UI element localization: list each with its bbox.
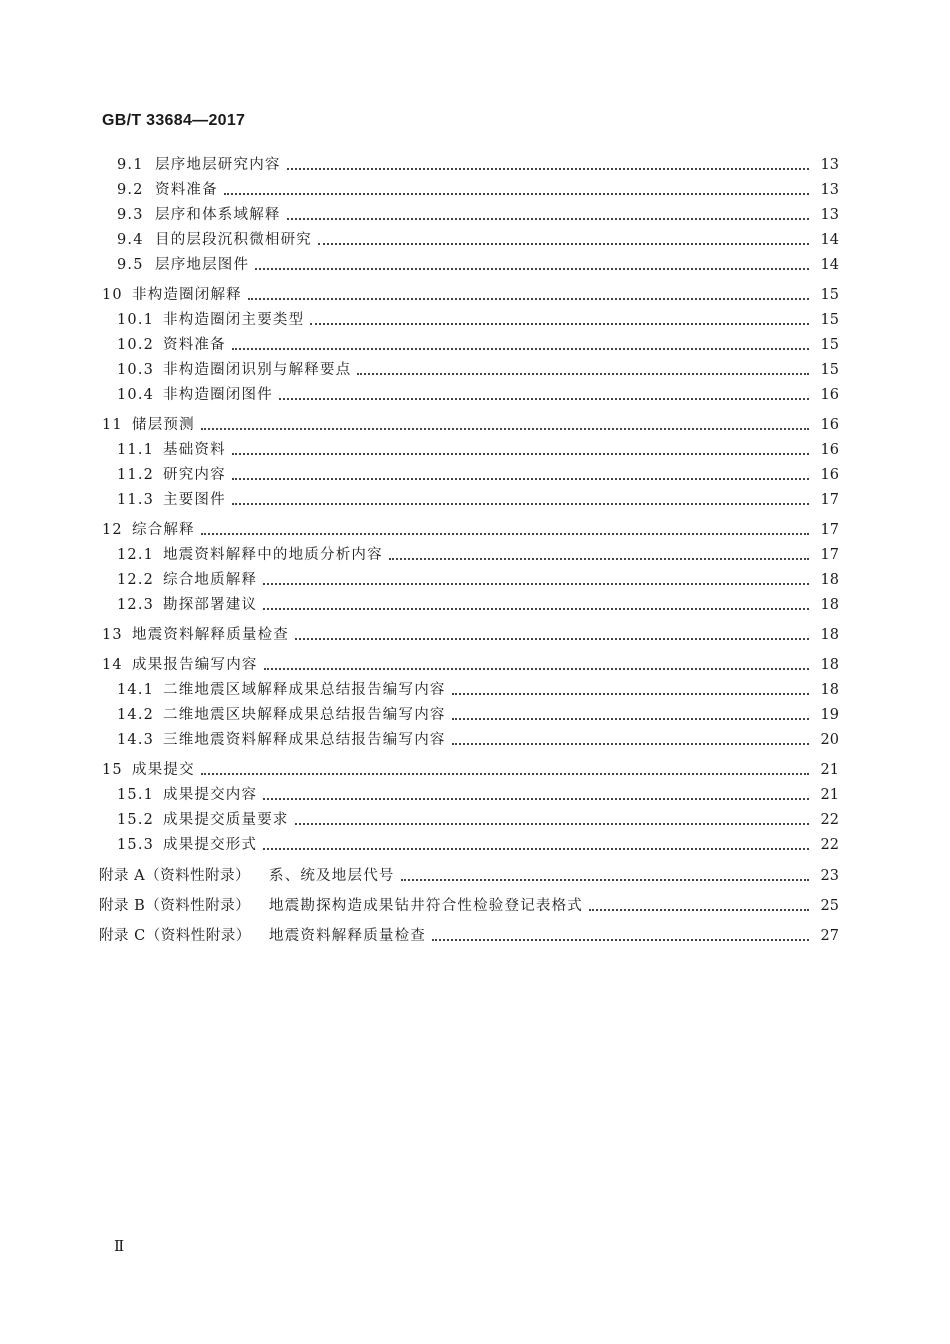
toc-entry-number: 10.1 — [117, 312, 155, 328]
toc-entry[interactable] — [117, 782, 839, 804]
toc-entry-title: 层序地层研究内容 — [155, 157, 281, 173]
dot-leader — [263, 606, 809, 610]
dot-leader — [295, 636, 809, 640]
toc-entry-number: 12 — [102, 522, 123, 538]
toc-entry-number: 10.4 — [117, 387, 155, 403]
toc-entry-title: 地震资料解释中的地质分析内容 — [163, 547, 383, 563]
dot-leader — [224, 191, 809, 195]
toc-entry-title: 非构造圈闭主要类型 — [163, 312, 305, 328]
toc-entry-number: 11.2 — [117, 467, 155, 483]
toc-entry-number: 9.3 — [117, 207, 144, 223]
toc-entry-page: 18 — [820, 657, 839, 673]
toc-entry-page: 23 — [820, 868, 839, 884]
toc-entry-number: 15.2 — [117, 812, 155, 828]
dot-leader — [232, 346, 809, 350]
standard-code: GB/T 33684—2017 — [102, 112, 246, 129]
toc-entry-number: 12.2 — [117, 572, 155, 588]
toc-chapter-entry[interactable] — [102, 622, 839, 644]
toc-entry-title: 成果提交内容 — [163, 787, 258, 803]
dot-leader — [452, 691, 809, 695]
toc-entry-title: 层序和体系域解释 — [155, 207, 281, 223]
dot-leader — [287, 216, 809, 220]
toc-entry-number: 11.1 — [117, 442, 155, 458]
toc-entry-page: 27 — [820, 928, 839, 944]
toc-entry-title: 二维地震区域解释成果总结报告编写内容 — [163, 682, 446, 698]
toc-entry-page: 16 — [820, 387, 839, 403]
toc-entry-page: 16 — [820, 417, 839, 433]
toc-entry-page: 15 — [820, 312, 839, 328]
toc-entry-number: 13 — [102, 627, 123, 643]
toc-entry-title: 成果提交形式 — [163, 837, 258, 853]
toc-entry-page: 14 — [820, 257, 839, 273]
toc-entry-title: 地震资料解释质量检查 — [269, 928, 426, 944]
dot-leader — [263, 581, 809, 585]
toc-entry-number: 10.2 — [117, 337, 155, 353]
toc-entry-number: 12.1 — [117, 547, 155, 563]
toc-entry-page: 18 — [820, 597, 839, 613]
dot-leader — [201, 771, 809, 775]
toc-entry-number: 9.2 — [117, 182, 144, 198]
toc-entry-title: 非构造圈闭解释 — [132, 287, 242, 303]
dot-leader — [279, 396, 809, 400]
toc-entry-page: 25 — [820, 898, 839, 914]
dot-leader — [432, 937, 809, 941]
toc-entry[interactable] — [117, 332, 839, 354]
toc-chapter-entry[interactable] — [102, 652, 839, 674]
toc-appendix-entry[interactable] — [99, 863, 839, 885]
toc-entry[interactable] — [117, 727, 839, 749]
toc-entry-title: 研究内容 — [163, 467, 226, 483]
toc-entry-page: 22 — [820, 837, 839, 853]
toc-entry[interactable] — [117, 542, 839, 564]
toc-entry-page: 18 — [820, 627, 839, 643]
dot-leader — [201, 426, 809, 430]
toc-chapter-entry[interactable] — [102, 517, 839, 539]
dot-leader — [287, 166, 809, 170]
dot-leader — [357, 371, 809, 375]
dot-leader — [232, 451, 809, 455]
toc-entry-title: 储层预测 — [132, 417, 195, 433]
dot-leader — [452, 741, 809, 745]
dot-leader — [248, 296, 809, 300]
dot-leader — [264, 666, 809, 670]
toc-entry-page: 17 — [820, 522, 839, 538]
toc-entry-page: 20 — [820, 732, 839, 748]
toc-entry-number: 14.1 — [117, 682, 155, 698]
toc-entry-number: 11.3 — [117, 492, 155, 508]
dot-leader — [452, 716, 809, 720]
toc-entry-page: 15 — [820, 362, 839, 378]
toc-entry-number: 14.3 — [117, 732, 155, 748]
toc-entry-number: 15.1 — [117, 787, 155, 803]
toc-entry-title: 资料准备 — [163, 337, 226, 353]
toc-entry-page: 22 — [820, 812, 839, 828]
toc-entry-title: 综合解释 — [132, 522, 195, 538]
toc-entry-title: 综合地质解释 — [163, 572, 258, 588]
toc-entry-page: 17 — [820, 547, 839, 563]
toc-entry-number: 15 — [102, 762, 123, 778]
dot-leader — [589, 907, 809, 911]
toc-entry[interactable] — [117, 152, 839, 174]
toc-entry[interactable] — [117, 807, 839, 829]
toc-entry-title: 成果提交质量要求 — [163, 812, 289, 828]
toc-entry-number: 11 — [102, 417, 123, 433]
toc-entry-number: 12.3 — [117, 597, 155, 613]
toc-entry-title: 成果报告编写内容 — [132, 657, 258, 673]
dot-leader — [401, 877, 809, 881]
toc-entry-title: 层序地层图件 — [155, 257, 250, 273]
toc-entry[interactable] — [117, 592, 839, 614]
toc-entry[interactable] — [117, 307, 839, 329]
toc-entry-title: 成果提交 — [132, 762, 195, 778]
toc-entry-number: 14.2 — [117, 707, 155, 723]
toc-appendix-label: 附录 C（资料性附录） — [99, 928, 251, 944]
toc-entry-title: 三维地震资料解释成果总结报告编写内容 — [163, 732, 446, 748]
toc-entry-page: 18 — [820, 682, 839, 698]
toc-entry[interactable] — [117, 832, 839, 854]
toc-appendix-entry[interactable] — [99, 893, 839, 915]
toc-entry-number: 9.5 — [117, 257, 144, 273]
toc-chapter-entry[interactable] — [102, 282, 839, 304]
toc-entry-title: 目的层段沉积微相研究 — [155, 232, 312, 248]
page-number: Ⅱ — [114, 1237, 125, 1255]
toc-entry[interactable] — [117, 252, 839, 274]
toc-entry[interactable] — [117, 437, 839, 459]
toc-entry-page: 16 — [820, 442, 839, 458]
toc-entry-page: 21 — [820, 762, 839, 778]
toc-entry-page: 15 — [820, 337, 839, 353]
dot-leader — [389, 556, 809, 560]
toc-entry[interactable] — [117, 677, 839, 699]
toc-entry-title: 勘探部署建议 — [163, 597, 258, 613]
dot-leader — [232, 476, 809, 480]
toc-chapter-entry[interactable] — [102, 412, 839, 434]
dot-leader — [310, 321, 809, 325]
toc-appendix-label: 附录 A（资料性附录） — [99, 868, 251, 884]
toc-entry[interactable] — [117, 357, 839, 379]
toc-entry-page: 13 — [820, 182, 839, 198]
toc-appendix-entry[interactable] — [99, 923, 839, 945]
toc-entry-number: 9.4 — [117, 232, 144, 248]
toc-entry-page: 17 — [820, 492, 839, 508]
toc-entry[interactable] — [117, 227, 839, 249]
toc-entry-title: 资料准备 — [155, 182, 218, 198]
toc-entry-page: 19 — [820, 707, 839, 723]
toc-entry-number: 15.3 — [117, 837, 155, 853]
toc-entry-number: 10 — [102, 287, 123, 303]
dot-leader — [255, 266, 809, 270]
dot-leader — [318, 241, 809, 245]
toc-entry-page: 18 — [820, 572, 839, 588]
toc-entry-title: 地震勘探构造成果钻井符合性检验登记表格式 — [269, 898, 583, 914]
toc-entry-number: 9.1 — [117, 157, 144, 173]
toc-entry-page: 15 — [820, 287, 839, 303]
toc-entry[interactable] — [117, 702, 839, 724]
toc-entry-number: 10.3 — [117, 362, 155, 378]
toc-entry-page: 13 — [820, 207, 839, 223]
toc-entry-page: 21 — [820, 787, 839, 803]
toc-entry[interactable] — [117, 177, 839, 199]
toc-appendix-label: 附录 B（资料性附录） — [99, 898, 251, 914]
toc-entry[interactable] — [117, 202, 839, 224]
toc-entry-title: 地震资料解释质量检查 — [132, 627, 289, 643]
dot-leader — [295, 821, 809, 825]
toc-entry-title: 基础资料 — [163, 442, 226, 458]
toc-entry-title: 主要图件 — [163, 492, 226, 508]
toc-entry-page: 14 — [820, 232, 839, 248]
toc-entry-title: 系、统及地层代号 — [269, 868, 395, 884]
toc-entry-title: 二维地震区块解释成果总结报告编写内容 — [163, 707, 446, 723]
toc-entry-title: 非构造圈闭识别与解释要点 — [163, 362, 352, 378]
toc-entry[interactable] — [117, 567, 839, 589]
toc-entry-page: 13 — [820, 157, 839, 173]
dot-leader — [201, 531, 809, 535]
toc-entry-number: 14 — [102, 657, 123, 673]
toc-entry[interactable] — [117, 382, 839, 404]
dot-leader — [263, 796, 809, 800]
dot-leader — [263, 846, 809, 850]
toc-chapter-entry[interactable] — [102, 757, 839, 779]
toc-entry[interactable] — [117, 462, 839, 484]
toc-entry-page: 16 — [820, 467, 839, 483]
dot-leader — [232, 501, 809, 505]
toc-entry-title: 非构造圈闭图件 — [163, 387, 273, 403]
toc-entry[interactable] — [117, 487, 839, 509]
